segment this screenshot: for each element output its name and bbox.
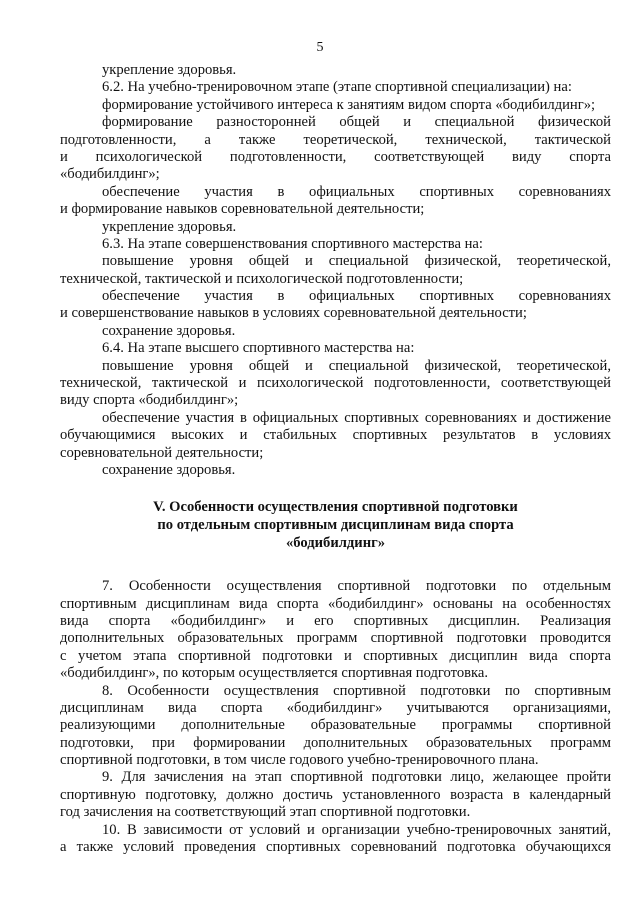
text-line: а также условий проведения спортивных соревнований подготовка обучающихся <box>60 839 611 856</box>
text-line: спортивной подготовки, в том числе годового учебно-тренировочного плана. <box>60 752 539 769</box>
text-line: «бодибилдинг», по которым осуществляется спортивная подготовка. <box>60 665 489 682</box>
text-line: реализующими дополнительные образовательные программы спортивной <box>60 717 611 734</box>
text-line: технической, тактической и психологической подготовленности; <box>60 270 464 287</box>
text-line: технической, тактической и психологической подготовленности, соответствующей <box>60 375 611 392</box>
text-line: спортивным дисциплинам вида спорта «бодибилдинг» основаны на особенностях <box>60 595 611 612</box>
heading-line: «бодибилдинг» <box>285 534 386 551</box>
text-line: сохранение здоровья. <box>102 322 236 339</box>
text-line: 6.3. На этапе совершенствования спортивного мастерства на: <box>102 235 483 252</box>
page-number: 5 <box>316 40 324 55</box>
text-line: сохранение здоровья. <box>102 461 236 478</box>
text-line: формирование разносторонней общей и специальной физической <box>102 114 611 131</box>
text-line: укрепление здоровья. <box>102 218 237 235</box>
text-line: 7. Особенности осуществления спортивной подготовки по отдельным <box>102 578 611 595</box>
text-line: формирование устойчивого интереса к занятиям видом спорта «бодибилдинг»; <box>102 96 596 113</box>
text-line: спортивную подготовку, должно достичь установленного возраста в календарный <box>60 786 611 803</box>
text-line: подготовки, при формировании дополнительных образовательных программ <box>60 734 611 751</box>
text-line: виду спорта «бодибилдинг»; <box>60 392 239 409</box>
text-line: повышение уровня общей и специальной физической, теоретической, <box>102 357 611 374</box>
text-line: с учетом этапа спортивной подготовки и спортивных дисциплин вида спорта <box>60 647 611 664</box>
text-line: обучающимися высоких и стабильных спортивных результатов в условиях <box>60 427 611 444</box>
text-line: вида спорта «бодибилдинг» и его спортивных дисциплин. Реализация <box>60 612 611 629</box>
heading-line: V. Особенности осуществления спортивной подготовки <box>153 499 518 516</box>
section-goals-text <box>60 62 611 479</box>
text-line: дисциплинам вида спорта «бодибилдинг» учитываются организациями, <box>60 699 611 716</box>
text-line: 8. Особенности осуществления спортивной подготовки по спортивным <box>102 682 611 699</box>
text-line: укрепление здоровья. <box>102 62 237 78</box>
text-line: «бодибилдинг»; <box>60 166 160 183</box>
document-body <box>60 62 611 856</box>
text-line: и формирование навыков соревновательной деятельности; <box>60 201 425 218</box>
text-line: и совершенствование навыков в условиях соревновательной деятельности; <box>60 305 527 322</box>
text-line: 10. В зависимости от условий и организации учебно-тренировочных занятий, <box>102 821 611 838</box>
text-line: подготовленности, а также теоретической, технической, тактической <box>60 131 611 148</box>
text-line: обеспечение участия в официальных спортивных соревнованиях <box>102 288 611 305</box>
heading-line: по отдельным спортивным дисциплинам вида спорта <box>157 516 514 533</box>
text-line: дополнительных образовательных программ спортивной подготовки проводится <box>60 630 611 647</box>
text-line: 6.2. На учебно-тренировочном этапе (этапе спортивной специализации) на: <box>102 79 572 96</box>
text-line: обеспечение участия в официальных спортивных соревнованиях и достижение <box>102 409 611 426</box>
text-line: 9. Для зачисления на этап спортивной подготовки лицо, желающее пройти <box>102 769 611 786</box>
text-line: повышение уровня общей и специальной физической, теоретической, <box>102 253 611 270</box>
text-line: соревновательной деятельности; <box>60 444 264 461</box>
text-line: и психологической подготовленности, соответствующей виду спорта <box>60 148 611 165</box>
text-line: год зачисления на соответствующий этап спортивной подготовки. <box>60 804 471 821</box>
section-heading <box>60 499 611 552</box>
text-line: обеспечение участия в официальных спортивных соревнованиях <box>102 183 611 200</box>
text-line: 6.4. На этапе высшего спортивного мастерства на: <box>102 340 415 357</box>
section-disciplines-text <box>60 578 611 856</box>
